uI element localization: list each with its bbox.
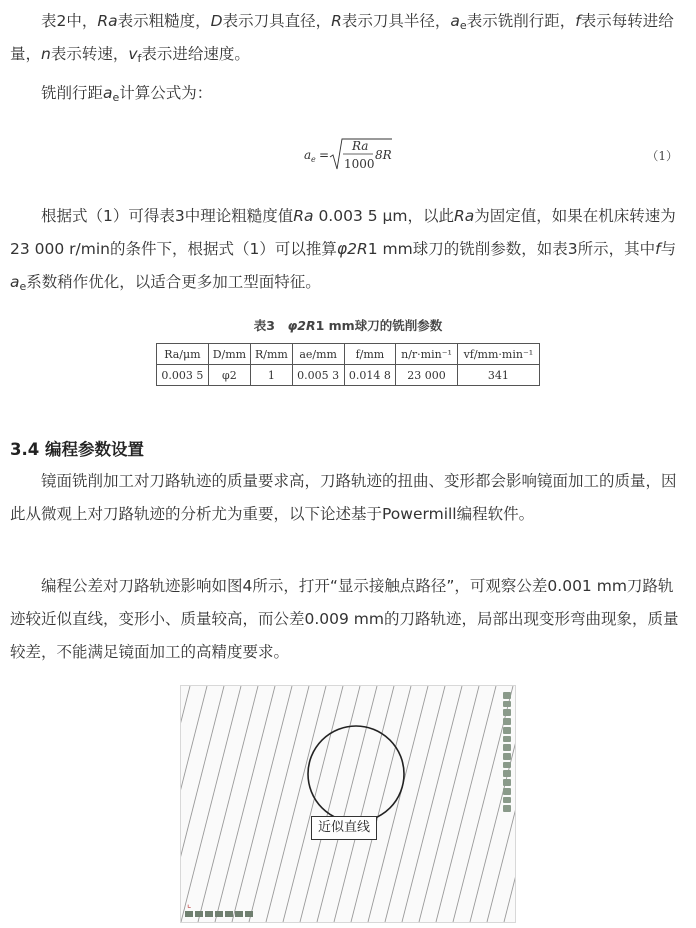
header-cell: ae/mm	[292, 344, 344, 365]
paragraph-programming-intro: 镜面铣削加工对刀路轨迹的质量要求高，刀路轨迹的扭曲、变形都会影响镜面加工的质量，因此从微观上对刀路轨迹的分析尤为重要，以下论述基于Powermill编程软件。	[10, 472, 677, 523]
formula-equals: =	[319, 148, 330, 162]
toolpath-line	[232, 686, 292, 922]
formula-equation	[300, 135, 440, 175]
table-cell: 1	[251, 365, 293, 386]
formula-numerator: Ra	[352, 139, 369, 153]
toolpath-line	[181, 686, 190, 922]
header-cell: R/mm	[251, 344, 293, 365]
formula-lhs: a	[304, 148, 312, 162]
paragraph-formula-intro: 铣削行距$a_e$计算公式为：	[41, 84, 213, 104]
table-cell: 0.014 8	[344, 365, 396, 386]
header-cell: n/r·min⁻¹	[396, 344, 457, 365]
toolpath-figure	[181, 686, 515, 922]
table-cell: φ2	[208, 365, 250, 386]
toolpath-line	[181, 686, 241, 922]
figure-label: 近似直线	[311, 816, 377, 840]
formula-denominator: 1000	[344, 157, 375, 171]
toolpath-line	[198, 686, 258, 922]
header-cell: vf/mm·min⁻¹	[457, 344, 539, 365]
cam-toolbar-strip	[503, 692, 512, 812]
table-cell: 23 000	[396, 365, 457, 386]
toolpath-line	[419, 686, 479, 922]
header-cell: f/mm	[344, 344, 396, 365]
paragraph-parameter-derivation: 根据式（1）可得表3中理论粗糙度值Ra 0.003 5 μm，以此Ra为固定值，如果在机床转速为23 000 r/min的条件下，根据式（1）可以推算φ2R1 mm球刀的铣削参数，如表3所示，其中f与$a_e$系数稍作优化，以适合更多加工型面特征。	[10, 207, 677, 293]
formula-factor: 8R	[375, 148, 392, 162]
highlight-circle	[308, 726, 404, 822]
cam-status-strip	[185, 911, 253, 919]
table-cell: 341	[457, 365, 539, 386]
toolpath-lines	[181, 686, 515, 922]
table-row	[157, 365, 540, 386]
toolpath-line	[300, 686, 360, 922]
paragraph-tolerance-analysis: 编程公差对刀路轨迹影响如图4所示，打开“显示接触点路径”，可观察公差0.001 mm刀路轨迹较近似直线，变形小、质量较高，而公差0.009 mm的刀路轨迹，局部出现变形弯曲现象，质量较差，不能满足镜面加工的高精度要求。	[10, 577, 679, 661]
toolpath-line	[436, 686, 496, 922]
formula-row	[0, 135, 696, 175]
formula-number: （1）	[646, 149, 678, 163]
toolpath-line	[351, 686, 411, 922]
toolpath-line	[215, 686, 275, 922]
milling-parameters-table	[156, 343, 540, 386]
toolpath-line	[266, 686, 326, 922]
table-cell: 0.005 3	[292, 365, 344, 386]
axis-triad-icon: ⌞	[187, 900, 192, 910]
section-title: 3.4 编程参数设置	[10, 440, 144, 459]
toolpath-line	[334, 686, 394, 922]
header-cell: Ra/μm	[157, 344, 209, 365]
table-cell: 0.003 5	[157, 365, 209, 386]
table-header-row	[157, 344, 540, 365]
table-caption: 表3 φ2R1 mm球刀的铣削参数	[253, 318, 443, 333]
header-cell: D/mm	[208, 344, 250, 365]
toolpath-line	[283, 686, 343, 922]
toolpath-line	[402, 686, 462, 922]
formula-lhs-sub: e	[311, 155, 316, 164]
toolpath-line	[181, 686, 224, 922]
toolpath-line	[317, 686, 377, 922]
toolpath-line	[249, 686, 309, 922]
paragraph-variable-definitions: 表2中，Ra表示粗糙度，D表示刀具直径，R表示刀具半径，$a_e$表示铣削行距，f表示每转进给量，n表示转速，$v_f$表示进给速度。	[10, 12, 674, 65]
toolpath-line	[368, 686, 428, 922]
